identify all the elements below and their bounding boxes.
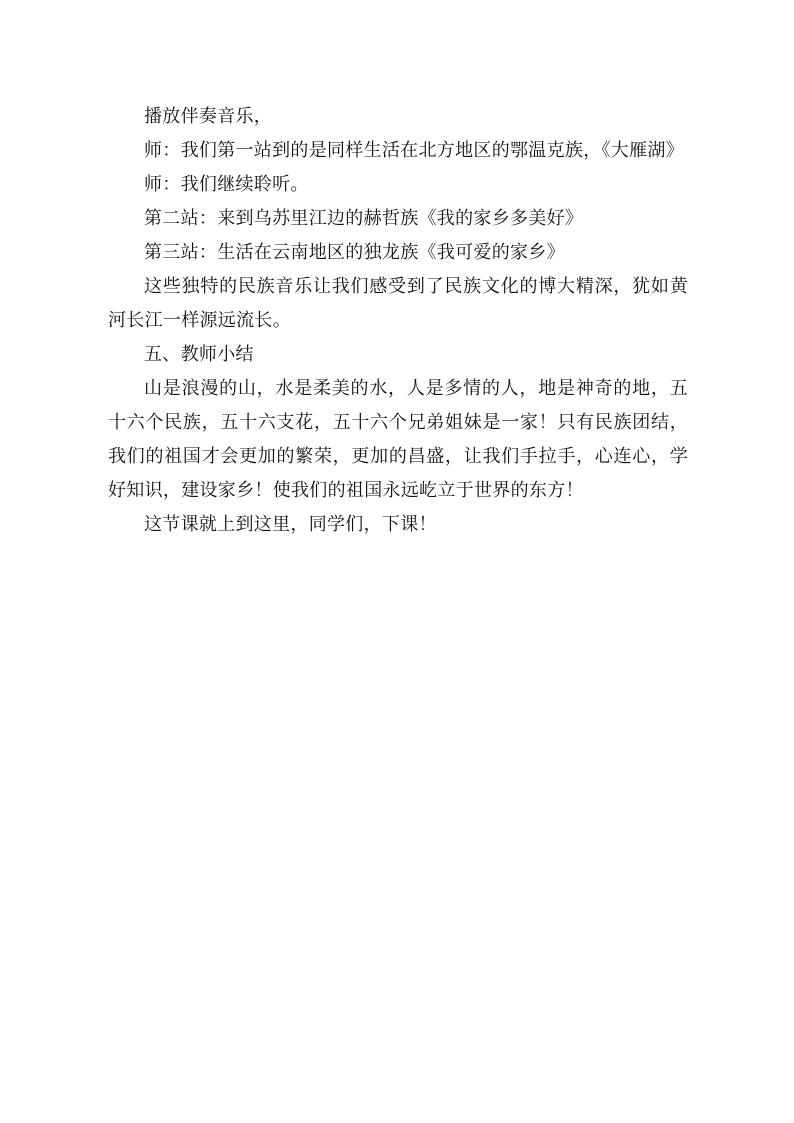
document-body [108, 100, 688, 542]
paragraph-second-stop: 第二站：来到乌苏里江边的赫哲族《我的家乡多美好》 [144, 208, 584, 229]
paragraph-teacher-summary: 山是浪漫的山，水是柔美的水，人是多情的人，地是神奇的地，五十六个民族，五十六支花，五十六个兄弟姐妹是一家！只有民族团结，我们的祖国才会更加的繁荣，更加的昌盛，让我们手拉手，心连心，学好知识，建设家乡！使我们的祖国永远屹立于世界的东方！ [108, 378, 688, 501]
paragraph-continue-listening: 师：我们继续聆听。 [144, 174, 309, 195]
section-heading-summary: 五、教师小结 [144, 344, 254, 365]
paragraph-first-stop: 师：我们第一站到的是同样生活在北方地区的鄂温克族，《大雁湖》 [144, 140, 684, 161]
paragraph-third-stop: 第三站：生活在云南地区的独龙族《我可爱的家乡》 [144, 242, 565, 263]
paragraph-class-dismissed: 这节课就上到这里，同学们，下课！ [144, 514, 437, 535]
paragraph-culture-summary: 这些独特的民族音乐让我们感受到了民族文化的博大精深，犹如黄河长江一样源远流长。 [108, 276, 688, 331]
paragraph-intro-music: 播放伴奏音乐， [144, 106, 273, 127]
